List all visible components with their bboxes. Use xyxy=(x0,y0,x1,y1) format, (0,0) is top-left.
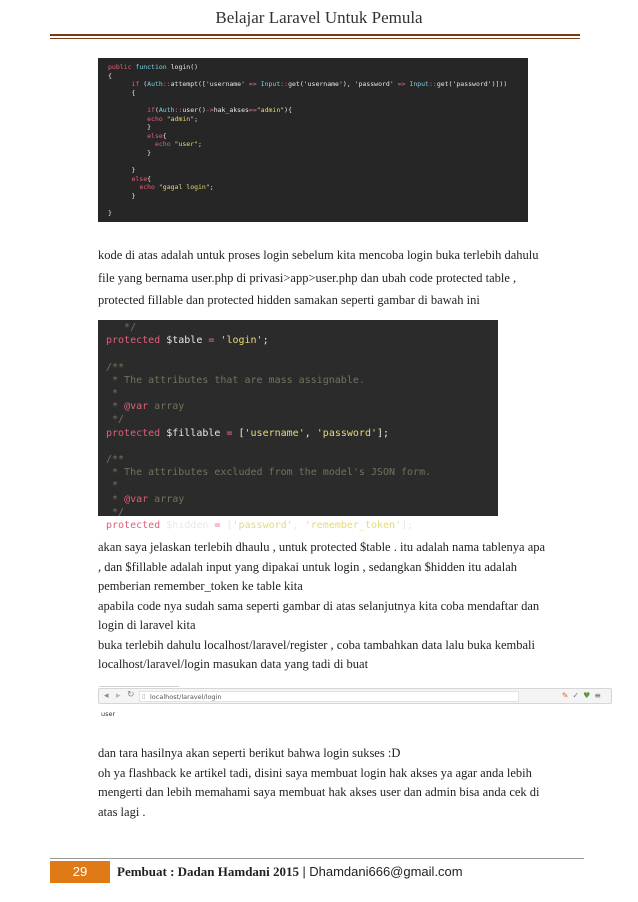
code-token: ; xyxy=(198,140,202,149)
code-line xyxy=(108,63,528,72)
code-token: array xyxy=(154,493,185,505)
footer-rule xyxy=(50,858,584,859)
code-token: @var xyxy=(124,401,155,413)
code-token: ; xyxy=(262,335,269,347)
code-line xyxy=(108,158,528,167)
paragraph-2 xyxy=(98,538,583,675)
code-token: public xyxy=(108,63,136,71)
code-token xyxy=(108,175,131,183)
code-line xyxy=(108,72,528,81)
code-token: } xyxy=(108,123,152,132)
browser-page-result-text: user xyxy=(101,710,116,718)
code-screenshot-model-properties xyxy=(98,320,498,532)
code-token: else xyxy=(147,131,163,140)
address-bar xyxy=(139,691,519,702)
code-token: = xyxy=(226,427,239,439)
code-token: * xyxy=(106,480,119,492)
code-line xyxy=(108,175,528,184)
code-token: } xyxy=(108,166,136,175)
paragraph-line: kode di atas adalah untuk proses login sebelum kita mencoba login buka terlebih dahulu xyxy=(98,248,539,262)
browser-tab xyxy=(99,686,179,689)
paragraph-line: mengerti dan lebih memahami saya membuat hak akses user dan admin bisa anda cek di xyxy=(98,785,540,799)
code-token: * The attributes excluded from the model's JSON form. xyxy=(106,467,432,479)
paragraph-line: akan saya jelaskan terlebih dhaulu , untuk protected $table . itu adalah nama tablenya apa xyxy=(98,540,546,554)
paragraph-line: protected fillable dan protected hidden samakan seperti gambar di bawah ini xyxy=(98,293,480,307)
code-token: echo xyxy=(154,140,175,149)
code-token: ; xyxy=(194,114,199,123)
code-line xyxy=(106,506,498,519)
code-token: [ xyxy=(226,520,233,532)
code-line xyxy=(106,347,498,360)
code-line xyxy=(108,192,528,201)
header-rule-thick xyxy=(50,34,580,36)
paragraph-line: atas lagi . xyxy=(98,804,146,819)
code-token: if xyxy=(147,105,155,114)
header-rule-thin xyxy=(50,38,580,39)
code-token: ){ xyxy=(284,105,292,114)
heart-icon: ♥ xyxy=(583,691,595,700)
code-token: @var xyxy=(124,493,155,505)
code-token: protected xyxy=(106,335,167,347)
code-line xyxy=(108,97,528,106)
code-line xyxy=(106,440,498,453)
code-line xyxy=(108,166,528,175)
code-token: * The attributes that are mass assignable. xyxy=(106,374,365,386)
code-token: } xyxy=(108,209,112,218)
code-token xyxy=(108,106,147,114)
code-token: } xyxy=(108,191,136,200)
code-token: [ xyxy=(238,427,245,439)
code-token: hak_akses xyxy=(213,105,249,114)
code-line xyxy=(108,183,528,192)
code-token: $fillable xyxy=(166,427,227,439)
code-token: "admin" xyxy=(256,105,285,114)
paragraph-line: , dan $fillable adalah input yang dipakai untuk login , sedangkan $hidden itu adalah xyxy=(98,559,517,574)
paragraph-line: oh ya flashback ke artikel tadi, disini saya membuat login hak akses ya agar anda lebih xyxy=(98,765,532,780)
code-token: == xyxy=(248,105,257,114)
paragraph-line: pemberian remember_token ke table kita xyxy=(98,579,303,593)
page-document-icon: ▯ xyxy=(142,693,146,700)
code-token: get('username'), 'password' xyxy=(288,80,398,89)
footer-text xyxy=(117,864,463,880)
paragraph-1 xyxy=(98,244,583,312)
paragraph-line: file yang bernama user.php di privasi>app>user.php dan ubah code protected table , xyxy=(98,270,517,285)
code-token: , xyxy=(304,427,317,439)
code-token: "admin" xyxy=(166,114,195,123)
code-line xyxy=(108,80,528,89)
code-token: */ xyxy=(106,322,137,333)
code-token: echo xyxy=(147,114,167,123)
code-token: user() xyxy=(182,105,206,114)
paragraph-line: apabila code nya sudah sama seperti gambar di atas selanjutnya kita coba mendaftar dan xyxy=(98,598,540,613)
code-token: { xyxy=(108,71,112,80)
code-line xyxy=(106,361,498,374)
forward-arrow-icon: ▸ xyxy=(116,691,121,701)
code-line xyxy=(106,453,498,466)
code-token: "user" xyxy=(174,140,199,149)
code-line xyxy=(106,479,498,492)
code-token: } xyxy=(108,148,152,157)
footer-author: Pembuat : Dadan Hamdani 2015 xyxy=(117,864,300,879)
code-token xyxy=(108,115,147,123)
code-line xyxy=(106,387,498,400)
code-token: ]; xyxy=(401,520,414,532)
code-token: :: xyxy=(174,105,183,114)
code-token: 'username' xyxy=(244,427,305,439)
code-token: $table xyxy=(166,335,209,347)
reload-icon: ↻ xyxy=(127,690,135,700)
code-token: 'password' xyxy=(232,520,293,532)
check-icon: ✓ xyxy=(572,691,584,700)
address-bar-url: localhost/laravel/login xyxy=(150,693,222,701)
paragraph-3 xyxy=(98,744,583,822)
code-token: ]; xyxy=(377,427,390,439)
page-number: 29 xyxy=(50,861,110,883)
paragraph-line: buka terlebih dahulu localhost/laravel/register , coba tambahkan data lalu buka kembali xyxy=(98,637,535,652)
code-token xyxy=(108,80,131,88)
browser-toolbar-icons xyxy=(562,691,605,700)
code-token: function xyxy=(135,63,171,71)
edit-icon: ✎ xyxy=(561,691,573,700)
code-token: Input xyxy=(409,80,429,89)
code-token: Auth xyxy=(158,105,175,114)
code-line xyxy=(106,427,498,440)
paragraph-line: localhost/laravel/login masukan data yang tadi di buat xyxy=(98,657,369,671)
code-line xyxy=(106,374,498,387)
browser-screenshot xyxy=(98,688,612,704)
code-token xyxy=(108,140,155,148)
code-line xyxy=(108,89,528,98)
code-line xyxy=(108,209,528,218)
code-token: 'remember_token' xyxy=(304,520,402,532)
footer-email: Dhamdani666@gmail.com xyxy=(309,864,463,879)
code-token: { xyxy=(162,131,167,140)
code-token: */ xyxy=(106,414,125,426)
code-token: protected xyxy=(106,427,167,439)
code-screenshot-login-function xyxy=(98,58,528,222)
code-line xyxy=(106,400,498,413)
code-token: => xyxy=(397,80,410,89)
code-token: if xyxy=(131,80,144,89)
code-token: attempt(['username' xyxy=(170,80,249,89)
code-token: 'password' xyxy=(316,427,377,439)
code-token: $hidden xyxy=(166,520,215,532)
code-token: , xyxy=(292,520,305,532)
menu-icon: ≡ xyxy=(594,691,605,700)
footer-separator: | xyxy=(299,865,310,879)
paragraph-line: dan tara hasilnya akan seperti berikut bahwa login sukses :D xyxy=(98,746,401,760)
code-token xyxy=(108,183,139,191)
code-line xyxy=(106,519,498,532)
code-token: Input xyxy=(260,80,281,89)
header-title: Belajar Laravel Untuk Pemula xyxy=(215,8,423,27)
code-token: { xyxy=(147,174,152,183)
code-line xyxy=(106,493,498,506)
code-token: /** xyxy=(106,361,125,373)
code-token: get('password')])) xyxy=(436,80,508,89)
code-token: * xyxy=(106,401,125,413)
code-token: array xyxy=(154,401,185,413)
code-line xyxy=(106,321,498,334)
code-line xyxy=(108,140,528,149)
code-line xyxy=(106,334,498,347)
code-line xyxy=(106,466,498,479)
code-line xyxy=(108,106,528,115)
code-token: :: xyxy=(162,80,171,89)
code-token: => xyxy=(248,80,261,89)
code-token: :: xyxy=(428,80,437,89)
paragraph-line: login di laravel kita xyxy=(98,618,196,632)
code-token: { xyxy=(108,88,136,97)
code-line xyxy=(106,413,498,426)
code-token: ; xyxy=(209,183,214,192)
code-token: = xyxy=(208,335,221,347)
code-token: "gagal login" xyxy=(158,183,210,192)
back-arrow-icon: ◂ xyxy=(104,691,109,701)
code-line xyxy=(108,132,528,141)
code-line xyxy=(108,115,528,124)
code-token xyxy=(108,132,147,140)
code-token: 'login' xyxy=(220,335,263,347)
code-token: = xyxy=(214,520,227,532)
code-token: :: xyxy=(280,80,289,89)
code-line xyxy=(108,201,528,210)
code-token: ( xyxy=(143,80,148,89)
code-line xyxy=(108,123,528,132)
code-token: -> xyxy=(205,105,214,114)
code-token: login() xyxy=(170,63,199,71)
code-token: * xyxy=(106,493,125,505)
code-token: echo xyxy=(139,183,159,192)
code-token: Auth xyxy=(147,80,163,89)
code-token: * xyxy=(106,388,119,400)
code-token: else xyxy=(131,174,148,183)
code-token: ( xyxy=(154,105,159,114)
code-line xyxy=(108,149,528,158)
code-token: protected xyxy=(106,520,167,532)
code-token: /** xyxy=(106,454,125,466)
code-token: */ xyxy=(106,506,125,518)
